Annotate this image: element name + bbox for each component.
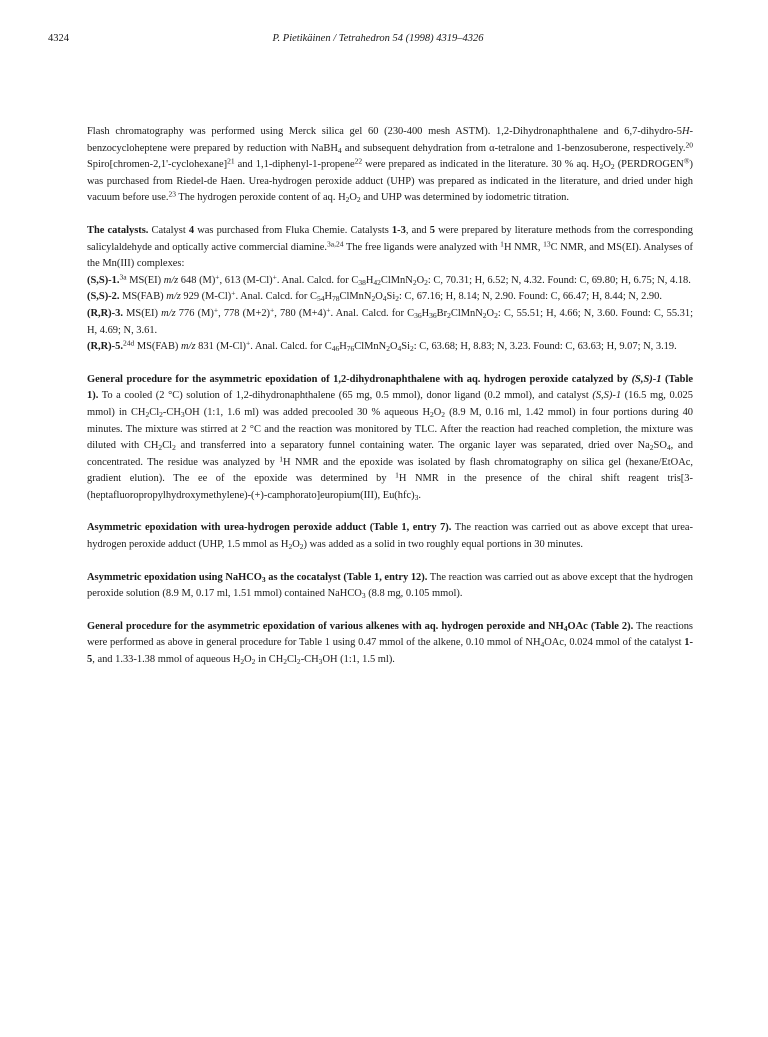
- section-heading-general-procedure-1: General procedure for the asymmetric epoxidation of 1,2-dihydronaphthalene with aq. hydrogen peroxide catalyzed by (S,S)-1 (Table 1).: [87, 373, 693, 402]
- analysis-catalyst-2: (S,S)-2. MS(FAB) m/z 929 (M-Cl)+. Anal. Calcd. for $C_{54}H_{78}ClMnN_2O_4Si_2$: C, 67.16; H, 8.14; N, 2.90. Found: C, 66.47; H, 8.44; N, 2.90.: [87, 288, 662, 304]
- page-number: 4324: [48, 33, 69, 44]
- section-heading-general-procedure-2: General procedure for the asymmetric epoxidation of various alkenes with aq. hydrogen peroxide and $NH_4OAc$ (Table 2).: [87, 620, 634, 633]
- analysis-catalyst-1: (S,S)-1.$^{3a}$ MS(EI) m/z 648 (M)+, 613 (M-Cl)+. Anal. Calcd. for $C_{38}H_{42}ClMnN_2O_2$: C, 70.31; H, 6.52; N, 4.32. Found: C, 69.80; H, 6.75; N, 4.18.: [87, 272, 691, 287]
- section-heading-uhp: Asymmetric epoxidation with urea-hydrogen peroxide adduct (Table 1, entry 7).: [87, 522, 452, 534]
- section-heading-nahco3: Asymmetric epoxidation using NaHCO$_3$ as the cocatalyst (Table 1, entry 12).: [87, 571, 428, 584]
- section-heading-catalysts: The catalysts.: [87, 224, 149, 236]
- catalysts-intro: The catalysts. Catalyst 4 was purchased from Fluka Chemie. Catalysts 1-3, and 5 were prepared by literature methods from the corresponding salicylaldehyde and optically active commercial diamine.$^{3a,24}$ The free ligands were analyzed with $^1$H NMR, $^{13}$C NMR, and MS(EI). Analyses of the Mn(III) complexes:: [87, 224, 694, 270]
- paragraph-catalysts: [87, 223, 693, 356]
- article-body: [87, 124, 693, 669]
- paragraph-general-procedure-table2: General procedure for the asymmetric epoxidation of various alkenes with aq. hydrogen peroxide and $NH_4OAc$ (Table 2). The reactions were performed as above in general procedure for Table 1 using 0.47 mmol of the alkene, 0.10 mmol of $NH_4OAc$, 0.024 mmol of the catalyst 1-5, and 1.33-1.38 mmol of aqueous $H_2O_2$ in $CH_2Cl_2-CH_3OH$ (1:1, 1.5 ml).: [87, 620, 693, 667]
- paragraph-nahco3-epoxidation: Asymmetric epoxidation using NaHCO$_3$ as the cocatalyst (Table 1, entry 12). The reaction was carried out as above except that the hydrogen peroxide solution (8.9 M, 0.17 ml, 1.51 mmol) contained NaHCO$_3$ (8.8 mg, 0.105 mmol).: [87, 571, 693, 601]
- paragraph-general-procedure-table1: General procedure for the asymmetric epoxidation of 1,2-dihydronaphthalene with aq. hydrogen peroxide catalyzed by (S,S)-1 (Table 1). To a cooled (2 °C) solution of 1,2-dihydronaphthalene (65 mg, 0.5 mmol), donor ligand (0.2 mmol), and catalyst (S,S)-1 (16.5 mg, 0.025 mmol) in $CH_2Cl_2-CH_3OH$ (1:1, 1.6 ml) was added precooled 30 % aqueous $H_2O_2$ (8.9 M, 0.16 ml, 1.42 mmol) in four portions during 40 minutes. The mixture was stirred at 2 °C and the reaction was monitored by TLC. After the reaction had reached completion, the mixture was diluted with $CH_2Cl_2$ and transferred into a separatory funnel containing water. The organic layer was separated, dried over $Na_2SO_4$, and concentrated. The residue was analyzed by $^1$H NMR and the epoxide was isolated by flash chromatography on silica gel (hexane/EtOAc, gradient elution). The ee of the epoxide was determined by $^1$H NMR in the presence of the chiral shift reagent tris[3-(heptafluoropropylhydroxymethylene)-(+)-camphorato]europium(III), $Eu(hfc)_3$.: [87, 373, 694, 502]
- journal-reference: P. Pietikäinen / Tetrahedron 54 (1998) 4319–4326: [272, 33, 484, 44]
- analysis-catalyst-5: (R,R)-5.$^{24d}$ MS(FAB) m/z 831 (M-Cl)+. Anal. Calcd. for $C_{46}H_{76}ClMnN_2O_4Si_2$: C, 63.68; H, 8.83; N, 3.23. Found: C, 63.63; H, 9.07; N, 3.19.: [87, 338, 677, 354]
- paragraph-uhp-epoxidation: Asymmetric epoxidation with urea-hydrogen peroxide adduct (Table 1, entry 7). The reaction was carried out as above except that urea-hydrogen peroxide adduct (UHP, 1.5 mmol as $H_2O_2$) was added as a solid in two roughly equal portions in 30 minutes.: [87, 522, 693, 552]
- paragraph-general-methods: Flash chromatography was performed using Merck silica gel 60 (230-400 mesh ASTM). 1,2-Dihydronaphthalene and 6,7-dihydro-5H-benzocycloheptene were prepared by reduction with NaBH$_4$ and subsequent dehydration from α-tetralone and 1-benzosuberone, respectively.$^{20}$ Spiro[chromen-2,1'-cyclohexane]$^{21}$ and 1,1-diphenyl-1-propene$^{22}$ were prepared as indicated in the literature. 30 % aq. $H_2O_2$ (PERDROGEN®) was purchased from Riedel-de Haen. Urea-hydrogen peroxide adduct (UHP) was prepared as indicated in the literature, and dried under high vacuum before use.$^{23}$ The hydrogen peroxide content of aq. $H_2O_2$ and UHP was determined by iodometric titration.: [87, 126, 694, 205]
- running-head: [48, 33, 708, 49]
- analysis-catalyst-3: (R,R)-3. MS(EI) m/z 776 (M)+, 778 (M+2)+, 780 (M+4)+. Anal. Calcd. for $C_{36}H_{36}Br_2ClMnN_2O_2$: C, 55.51; H, 4.66; N, 3.60. Found: C, 55.31; H, 4.69; N, 3.61.: [87, 305, 693, 336]
